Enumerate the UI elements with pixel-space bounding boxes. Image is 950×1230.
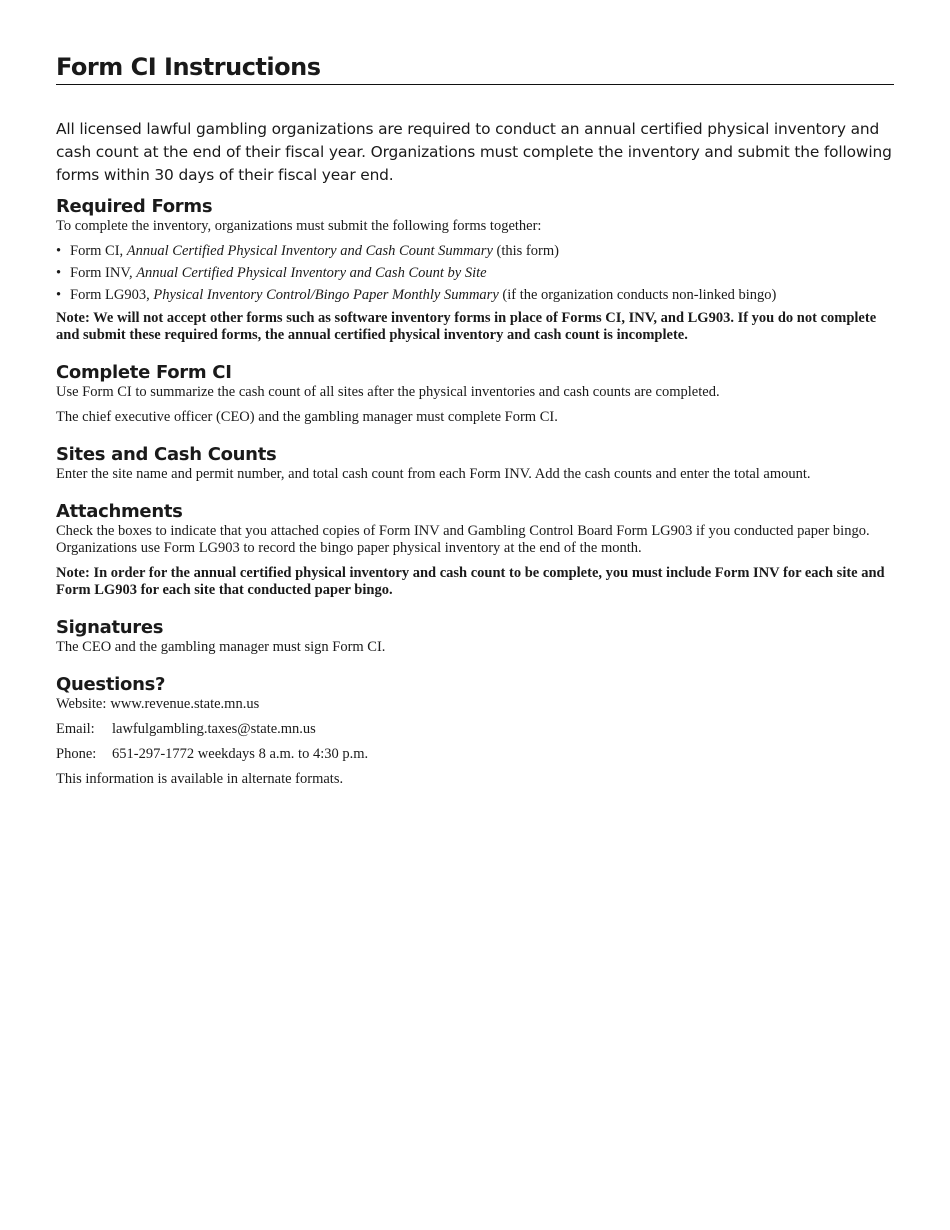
attachments-section <box>56 501 894 599</box>
sites-section <box>56 444 894 483</box>
sites-p1: Enter the site name and permit number, and total cash count from each Form INV. Add the cash counts and enter the total amount. <box>56 466 811 482</box>
email-row <box>56 721 894 738</box>
required-forms-list <box>56 243 894 304</box>
form-name: Annual Certified Physical Inventory and Cash Count Summary <box>126 243 493 259</box>
intro-paragraph: All licensed lawful gambling organizations are required to conduct an annual certified physical inventory and cash count at the end of their fiscal year. Organizations must complete the inventory and submit the following forms within 30 days of their fiscal year end. <box>56 120 892 184</box>
phone-label: Phone: <box>56 746 97 762</box>
questions-heading: Questions? <box>56 674 166 695</box>
signatures-heading: Signatures <box>56 617 164 638</box>
list-item-text: Form INV, Annual Certified Physical Inventory and Cash Count by Site <box>70 265 487 281</box>
website-link[interactable]: www.revenue.state.mn.us <box>110 696 260 712</box>
website-label: Website: <box>56 696 107 712</box>
form-name: Physical Inventory Control/Bingo Paper Monthly Summary <box>153 287 499 303</box>
website-row <box>56 696 894 713</box>
list-item <box>56 243 894 260</box>
phone-value: 651-297-1772 weekdays 8 a.m. to 4:30 p.m. <box>112 746 369 762</box>
complete-form-p1: Use Form CI to summarize the cash count of all sites after the physical inventories and cash counts are completed. <box>56 384 720 400</box>
attachments-p1: Check the boxes to indicate that you attached copies of Form INV and Gambling Control Board Form LG903 if you conducted paper bingo. Organizations use Form LG903 to record the bingo paper physical inventory at the end of the month. <box>56 523 870 556</box>
list-item <box>56 287 894 304</box>
list-item <box>56 265 894 282</box>
sites-heading: Sites and Cash Counts <box>56 444 277 465</box>
attachments-note: Note: In order for the annual certified physical inventory and cash count to be complete, you must include Form INV for each site and Form LG903 for each site that conducted paper bingo. <box>56 565 885 598</box>
signatures-section <box>56 617 894 656</box>
page-title: Form CI Instructions <box>56 52 894 85</box>
signatures-p1: The CEO and the gambling manager must sign Form CI. <box>56 639 386 655</box>
questions-section <box>56 674 894 788</box>
email-link[interactable]: lawfulgambling.taxes@state.mn.us <box>112 721 316 737</box>
email-label: Email: <box>56 721 95 737</box>
alternate-formats-note: This information is available in alternate formats. <box>56 771 344 787</box>
required-forms-lead: To complete the inventory, organizations must submit the following forms together: <box>56 218 542 234</box>
required-forms-note: Note: We will not accept other forms such as software inventory forms in place of Forms CI, INV, and LG903. If you do not complete and submit these required forms, the annual certified physical inventory and cash count is incomplete. <box>56 310 877 343</box>
required-forms-heading: Required Forms <box>56 196 213 217</box>
form-name: Annual Certified Physical Inventory and Cash Count by Site <box>136 265 487 281</box>
phone-row <box>56 746 894 763</box>
bullet-icon: • <box>56 287 62 303</box>
instructions-page <box>56 52 894 788</box>
list-item-text: Form LG903, Physical Inventory Control/Bingo Paper Monthly Summary (if the organization conducts non-linked bingo) <box>70 287 777 303</box>
complete-form-section <box>56 362 894 426</box>
list-item-text: Form CI, Annual Certified Physical Inventory and Cash Count Summary (this form) <box>70 243 559 259</box>
bullet-icon: • <box>56 243 62 259</box>
attachments-heading: Attachments <box>56 501 183 522</box>
required-forms-section <box>56 196 894 344</box>
complete-form-heading: Complete Form CI <box>56 362 232 383</box>
bullet-icon: • <box>56 265 62 281</box>
complete-form-p2: The chief executive officer (CEO) and the gambling manager must complete Form CI. <box>56 409 558 425</box>
